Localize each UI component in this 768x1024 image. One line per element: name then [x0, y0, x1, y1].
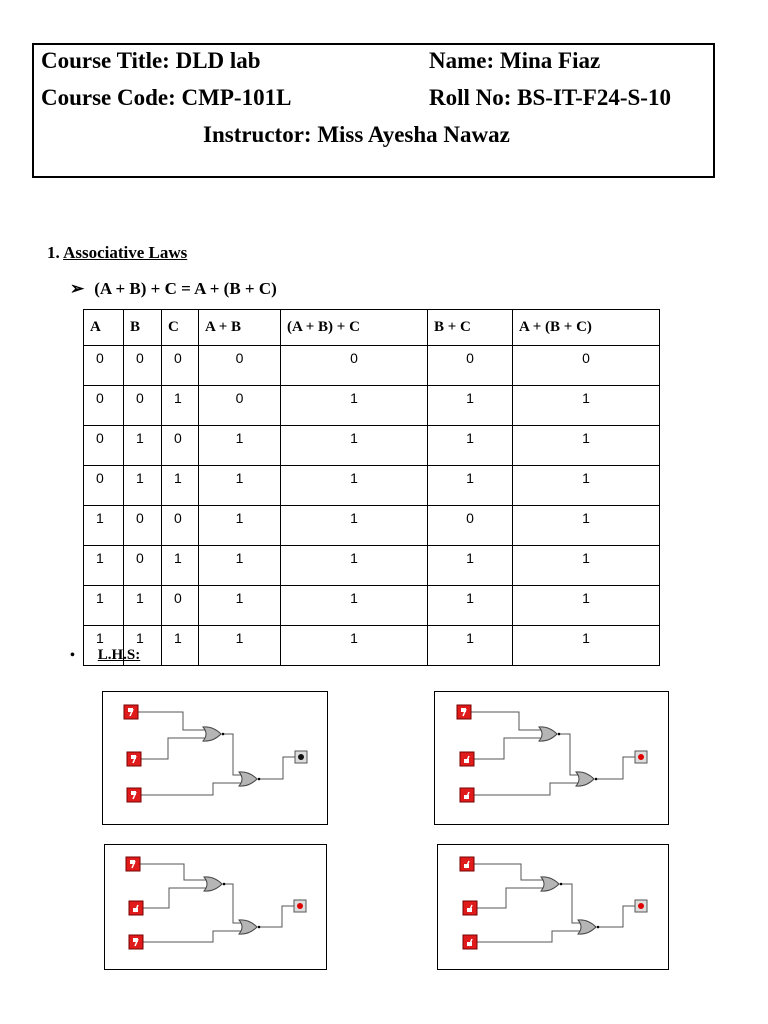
table-cell: 0 — [84, 386, 124, 426]
table-cell: 0 — [428, 506, 513, 546]
wire — [140, 864, 206, 880]
wire — [560, 734, 578, 775]
switch-down-icon — [460, 857, 474, 871]
led-output-icon — [294, 900, 306, 912]
table-header-cell: C — [162, 310, 199, 346]
or-gate-icon — [576, 772, 597, 786]
table-cell: 1 — [428, 426, 513, 466]
circuit-diagram — [438, 845, 668, 969]
circuit-diagram — [105, 845, 326, 969]
table-cell: 1 — [513, 506, 660, 546]
wire — [224, 734, 241, 775]
table-cell: 0 — [162, 346, 199, 386]
table-header-cell: A + (B + C) — [513, 310, 660, 346]
table-header-cell: A — [84, 310, 124, 346]
table-cell: 1 — [428, 626, 513, 666]
table-header-cell: B — [124, 310, 162, 346]
circuit-panel — [104, 844, 327, 970]
switch-down-icon — [129, 901, 143, 915]
table-cell: 0 — [162, 426, 199, 466]
table-cell: 1 — [84, 626, 124, 666]
table-cell: 1 — [84, 546, 124, 586]
table-cell: 1 — [199, 466, 281, 506]
or-gate-icon — [239, 772, 260, 786]
wire — [474, 783, 578, 795]
switch-down-icon — [460, 752, 474, 766]
table-cell: 1 — [513, 546, 660, 586]
section-number: 1. — [47, 243, 60, 262]
table-cell: 1 — [84, 506, 124, 546]
arrow-bullet-icon: ➢ — [70, 279, 85, 298]
table-cell: 1 — [162, 386, 199, 426]
wire — [260, 906, 294, 927]
section-heading: Associative Laws — [63, 243, 188, 262]
lhs-label-line — [70, 647, 140, 664]
table-row — [84, 426, 660, 466]
or-gate-icon — [203, 727, 224, 741]
switch-up-icon — [457, 705, 471, 719]
or-gate-icon — [239, 920, 260, 934]
table-cell: 1 — [428, 546, 513, 586]
table-cell: 1 — [281, 466, 428, 506]
wire — [477, 931, 580, 942]
table-header-row — [84, 310, 660, 346]
wire — [599, 906, 635, 927]
wire — [143, 931, 241, 942]
wire — [141, 738, 205, 759]
switch-up-icon — [129, 935, 143, 949]
table-cell: 0 — [124, 506, 162, 546]
wire — [225, 884, 241, 923]
table-cell: 0 — [513, 346, 660, 386]
law-line — [70, 279, 277, 299]
table-cell: 1 — [513, 586, 660, 626]
led-output-icon — [635, 751, 647, 763]
table-row — [84, 546, 660, 586]
table-cell: 1 — [281, 386, 428, 426]
table-cell: 1 — [162, 546, 199, 586]
table-cell: 1 — [199, 506, 281, 546]
circuit-panel — [437, 844, 669, 970]
wire — [143, 888, 206, 908]
table-cell: 0 — [124, 386, 162, 426]
switch-up-icon — [126, 857, 140, 871]
table-cell: 1 — [428, 466, 513, 506]
wire — [562, 884, 580, 923]
or-gate-icon — [204, 877, 225, 891]
wire — [260, 757, 295, 779]
section-title — [47, 243, 187, 263]
table-cell: 1 — [281, 586, 428, 626]
table-cell: 1 — [199, 426, 281, 466]
table-cell: 1 — [162, 626, 199, 666]
or-gate-icon — [539, 727, 560, 741]
table-cell: 0 — [199, 346, 281, 386]
table-cell: 1 — [199, 586, 281, 626]
table-cell: 1 — [124, 426, 162, 466]
led-output-icon — [295, 751, 307, 763]
table-header-cell: (A + B) + C — [281, 310, 428, 346]
table-row — [84, 506, 660, 546]
table-cell: 0 — [199, 386, 281, 426]
table-cell: 0 — [162, 506, 199, 546]
switch-down-icon — [463, 901, 477, 915]
table-header-cell: A + B — [199, 310, 281, 346]
table-cell: 1 — [513, 426, 660, 466]
table-cell: 1 — [281, 426, 428, 466]
wire — [474, 738, 541, 759]
wire — [138, 712, 205, 730]
table-cell: 0 — [84, 346, 124, 386]
law-expression: (A + B) + C = A + (B + C) — [94, 279, 277, 298]
switch-down-icon — [460, 788, 474, 802]
table-cell: 1 — [513, 626, 660, 666]
circuit-diagram — [103, 692, 327, 824]
table-cell: 1 — [124, 626, 162, 666]
circuit-panel — [102, 691, 328, 825]
wire — [141, 783, 241, 795]
table-cell: 1 — [124, 466, 162, 506]
table-cell: 1 — [162, 466, 199, 506]
wire — [597, 757, 635, 779]
switch-up-icon — [127, 752, 141, 766]
table-cell: 1 — [513, 386, 660, 426]
table-cell: 1 — [199, 626, 281, 666]
table-cell: 1 — [281, 626, 428, 666]
table-cell: 1 — [281, 506, 428, 546]
table-cell: 1 — [124, 586, 162, 626]
table-cell: 1 — [281, 546, 428, 586]
wire — [474, 864, 543, 880]
course-title: Course Title: DLD lab — [41, 48, 261, 73]
table-cell: 0 — [124, 346, 162, 386]
course-code: Course Code: CMP-101L — [41, 85, 292, 110]
wire — [471, 712, 541, 730]
table-cell: 0 — [428, 346, 513, 386]
lhs-label: L.H.S: — [97, 647, 141, 663]
table-cell: 1 — [199, 546, 281, 586]
student-name: Name: Mina Fiaz — [429, 48, 601, 73]
or-gate-icon — [578, 920, 599, 934]
circuit-diagram — [435, 692, 668, 824]
table-row — [84, 346, 660, 386]
table-header-cell: B + C — [428, 310, 513, 346]
switch-up-icon — [127, 788, 141, 802]
table-row — [84, 386, 660, 426]
truth-table — [83, 309, 660, 666]
circuit-panel — [434, 691, 669, 825]
roll-number: Roll No: BS-IT-F24-S-10 — [429, 85, 671, 110]
switch-up-icon — [124, 705, 138, 719]
table-cell: 0 — [124, 546, 162, 586]
table-cell: 1 — [428, 386, 513, 426]
header-box — [32, 43, 715, 178]
table-row — [84, 626, 660, 666]
instructor: Instructor: Miss Ayesha Nawaz — [203, 122, 510, 147]
table-cell: 0 — [84, 426, 124, 466]
table-row — [84, 466, 660, 506]
table-cell: 1 — [84, 586, 124, 626]
table-cell: 1 — [513, 466, 660, 506]
or-gate-icon — [541, 877, 562, 891]
switch-down-icon — [463, 935, 477, 949]
led-output-icon — [635, 900, 647, 912]
table-row — [84, 586, 660, 626]
table-cell: 0 — [84, 466, 124, 506]
table-cell: 0 — [281, 346, 428, 386]
table-cell: 0 — [162, 586, 199, 626]
table-cell: 1 — [428, 586, 513, 626]
wire — [477, 888, 543, 908]
bullet-icon: • — [70, 648, 75, 663]
